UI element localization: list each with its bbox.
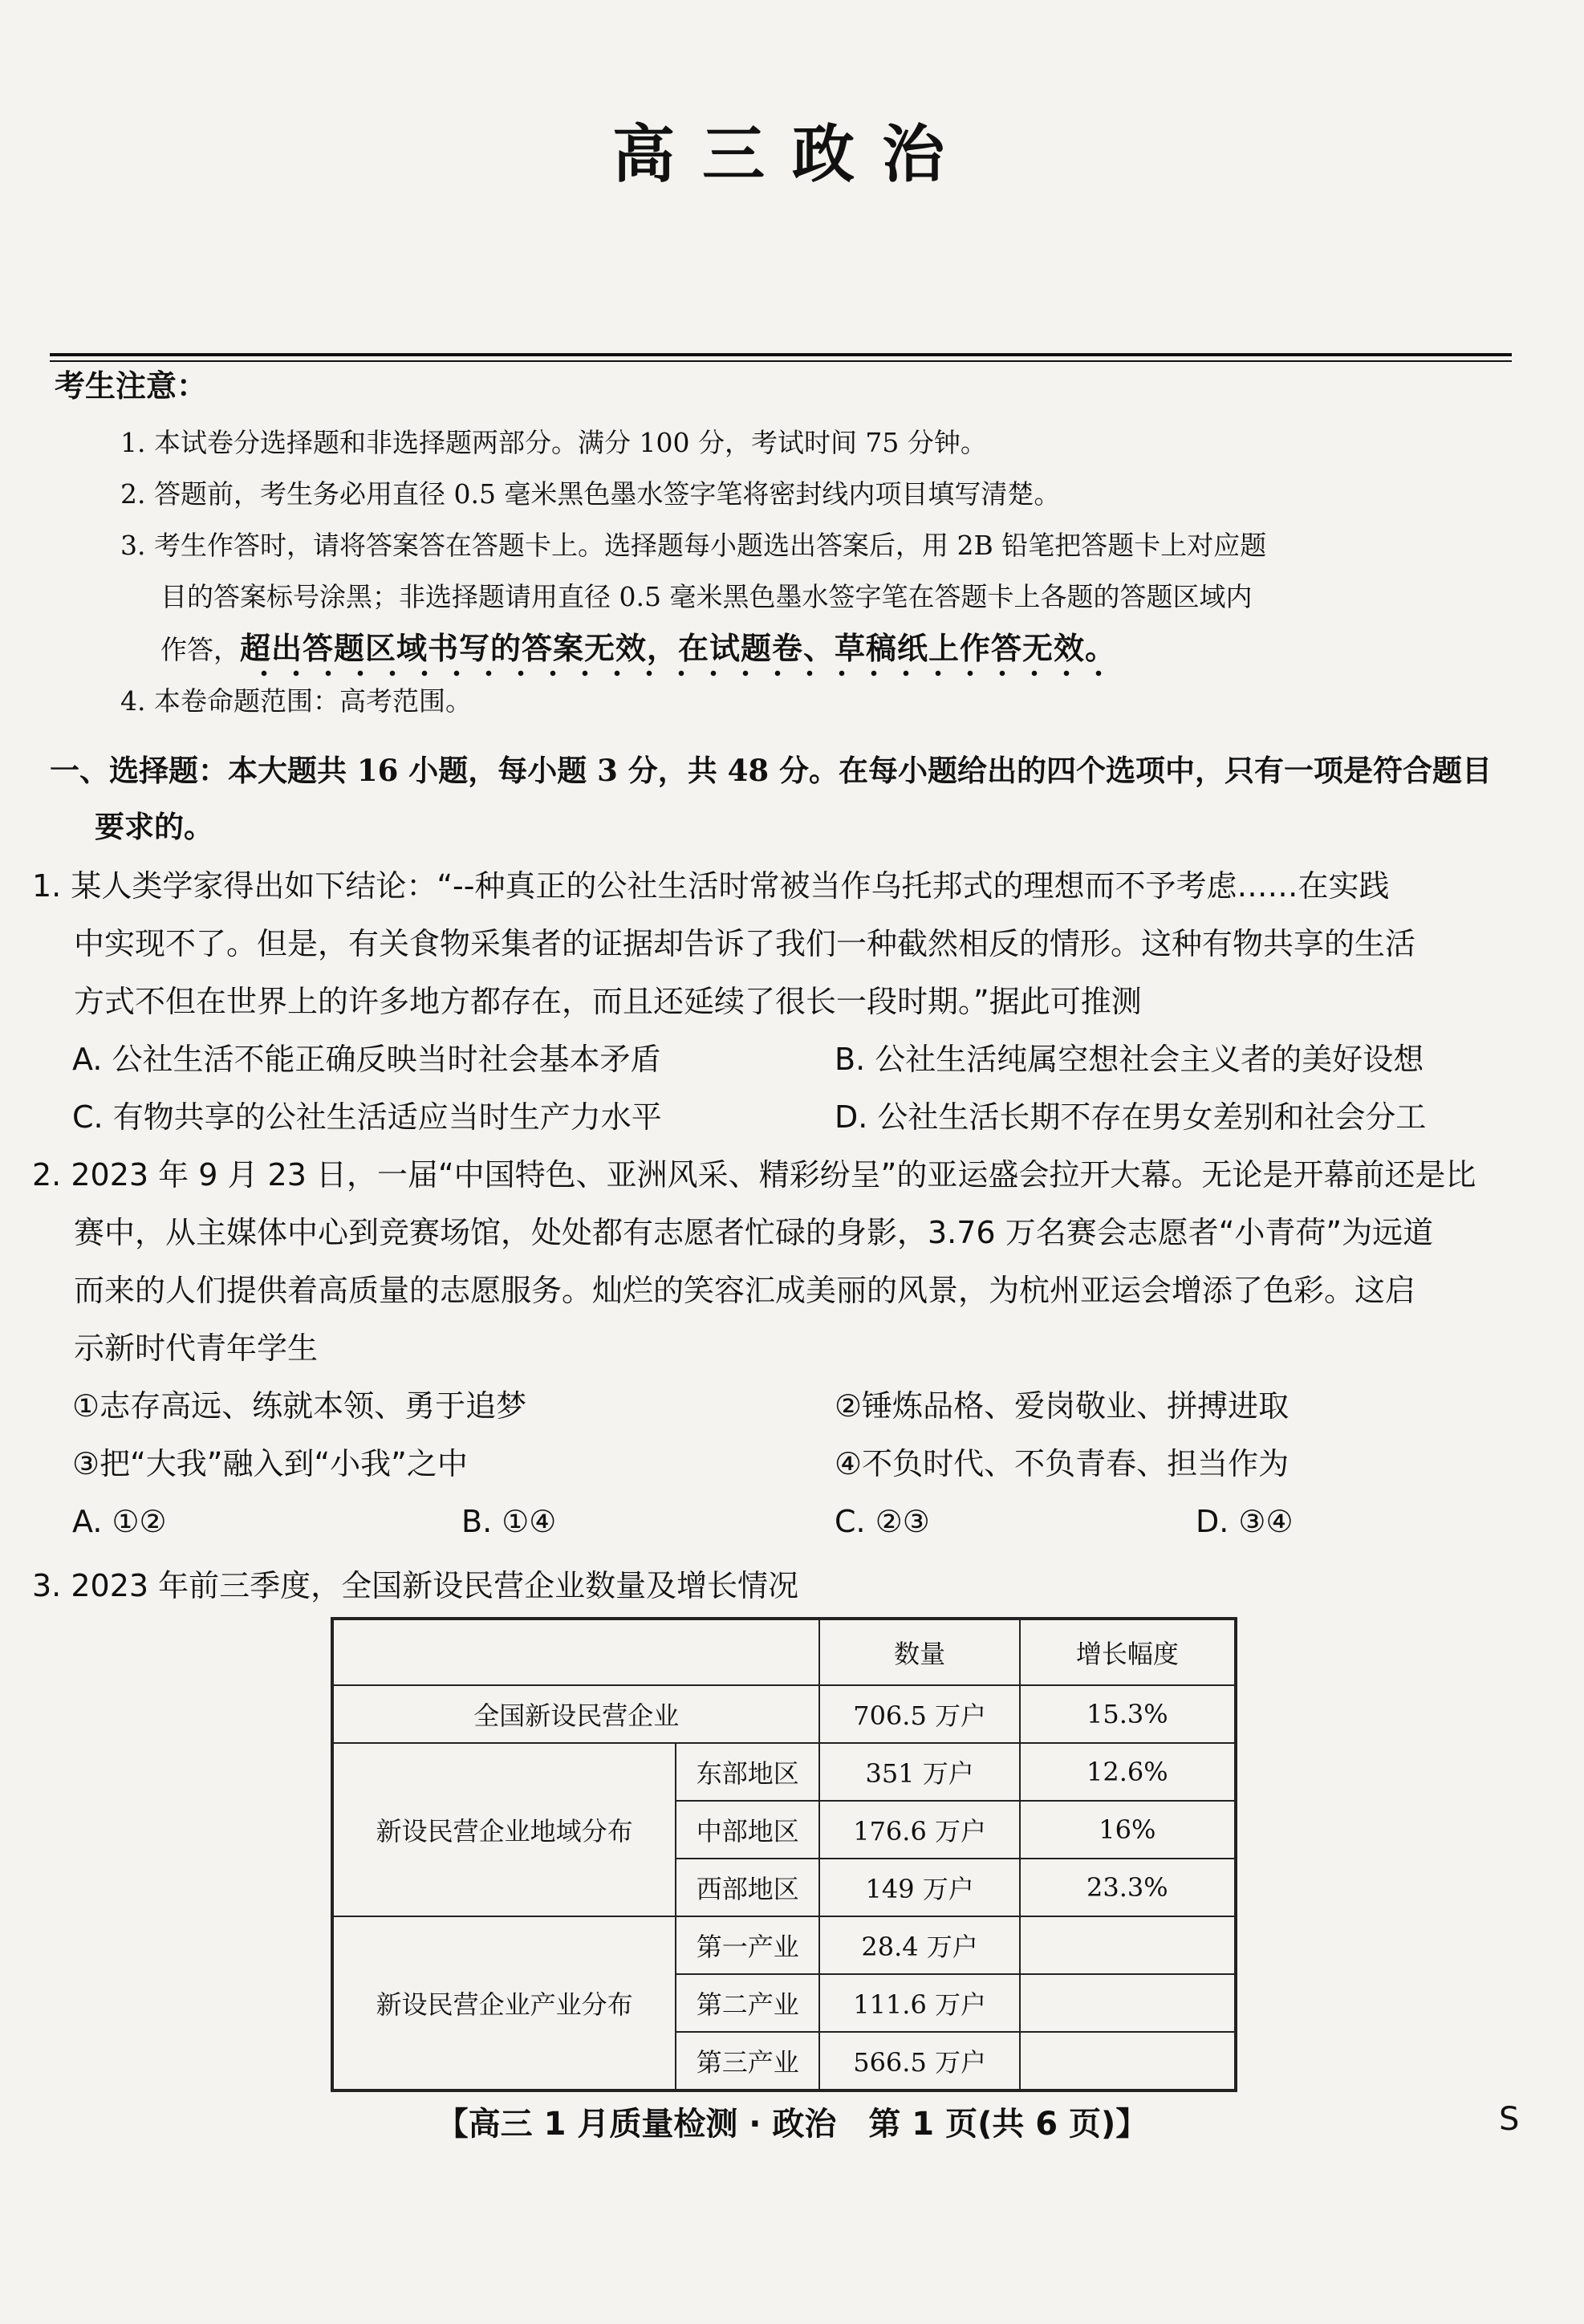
page-footer: 【高三 1 月质量检测 · 政治 第 1 页(共 6 页)】: [436, 2106, 1148, 2143]
enterprise-table: [331, 1617, 1237, 2092]
table-cell-name: 西部地区: [676, 1859, 819, 1916]
table-cell-count: 566.5 万户: [819, 2032, 1019, 2090]
question-1: [32, 857, 1517, 1146]
option-row: [32, 1030, 1517, 1088]
notice-item-continued: 目的答案标号涂黑；非选择题请用直径 0.5 毫米黑色墨水签字笔在答题卡上各题的答题区域内: [160, 581, 1253, 612]
table-header-growth: 增长幅度: [1020, 1619, 1236, 1685]
corner-mark: S: [1499, 2101, 1520, 2138]
question-stem-line: 中实现不了。但是，有关食物采集者的证据却告诉了我们一种截然相反的情形。这种有物共享的生活: [74, 926, 1416, 961]
table-cell-count: 706.5 万户: [819, 1685, 1019, 1743]
question-3: [32, 1557, 1517, 1615]
table-row: [332, 1685, 1236, 1743]
table-cell-name: 第三产业: [676, 2032, 819, 2090]
exam-title: 高三政治: [611, 118, 972, 191]
table-cell-count: 176.6 万户: [819, 1801, 1019, 1859]
table-header-blank: [332, 1619, 819, 1685]
emphasized-warning: 超出答题区域书写的答案无效，在试题卷、草稿纸上作答无效。: [240, 631, 1116, 677]
option-b: B. 公社生活纯属空想社会主义者的美好设想: [835, 1042, 1424, 1077]
table-cell-growth: [1020, 1974, 1236, 2032]
table-cell-name: 第二产业: [676, 1974, 819, 2032]
table-cell-count: 111.6 万户: [819, 1974, 1019, 2032]
question-stem-line: 3. 2023 年前三季度，全国新设民营企业数量及增长情况: [32, 1568, 799, 1603]
table-cell-growth: 23.3%: [1020, 1859, 1236, 1916]
table-cell-growth: 16%: [1020, 1801, 1236, 1859]
header-rule-thin: [50, 360, 1512, 362]
table-cell-growth: [1020, 1916, 1236, 1974]
option-b: B. ①④: [461, 1504, 557, 1539]
table-cell-count: 28.4 万户: [819, 1916, 1019, 1974]
table-cell-count: 351 万户: [819, 1743, 1019, 1801]
table-row: [332, 1743, 1236, 1801]
question-stem-line: 2. 2023 年 9 月 23 日，一届“中国特色、亚洲风采、精彩纷呈”的亚运盛会拉开大幕。无论是开幕前还是比: [32, 1157, 1476, 1192]
question-2: [32, 1146, 1517, 1550]
notice-item: 2. 答题前，考生务必用直径 0.5 毫米黑色墨水签字笔将密封线内项目填写清楚。: [120, 478, 1061, 510]
notice-heading: 考生注意：: [55, 368, 208, 404]
section-heading: [50, 742, 1518, 855]
header-rule: [50, 353, 1512, 356]
table-cell-growth: 12.6%: [1020, 1743, 1236, 1801]
statement-row: [32, 1377, 1517, 1435]
table-cell-growth: 15.3%: [1020, 1685, 1236, 1743]
table-group-label: 新设民营企业地域分布: [332, 1743, 676, 1916]
option-c: C. ②③: [835, 1504, 930, 1539]
option-row: [32, 1493, 1517, 1550]
question-stem-line: 1. 某人类学家得出如下结论：“--种真正的公社生活时常被当作乌托邦式的理想而不予考虑……在实践: [32, 868, 1390, 904]
notice-list: [120, 417, 1517, 727]
question-stem-line: 赛中，从主媒体中心到竞赛场馆，处处都有志愿者忙碌的身影，3.76 万名赛会志愿者“小青荷”为远道: [74, 1215, 1434, 1250]
section-heading-line: 一、选择题：本大题共 16 小题，每小题 3 分，共 48 分。在每小题给出的四个选项中，只有一项是符合题目: [50, 753, 1493, 788]
statement-4: ④不负时代、不负青春、担当作为: [835, 1446, 1290, 1481]
table-header-row: [332, 1619, 1236, 1685]
question-stem-line: 方式不但在世界上的许多地方都存在，而且还延续了很长一段时期。”据此可推测: [74, 984, 1142, 1019]
notice-item-continued: [120, 623, 1517, 676]
option-row: [32, 1088, 1517, 1146]
table-header-count: 数量: [819, 1619, 1019, 1685]
table-cell-name: 东部地区: [676, 1743, 819, 1801]
table-cell-name: 中部地区: [676, 1801, 819, 1859]
notice-text: 作答，: [160, 634, 240, 665]
statement-2: ②锤炼品格、爱岗敬业、拼搏进取: [835, 1388, 1290, 1424]
option-a: A. ①②: [72, 1504, 167, 1539]
notice-item: 4. 本卷命题范围：高考范围。: [120, 685, 472, 717]
statement-row: [32, 1435, 1517, 1493]
question-stem-line: 示新时代青年学生: [74, 1331, 319, 1366]
option-d: D. ③④: [1196, 1504, 1294, 1539]
question-stem-line: 而来的人们提供着高质量的志愿服务。灿烂的笑容汇成美丽的风景，为杭州亚运会增添了色彩。这启: [74, 1273, 1416, 1308]
option-d: D. 公社生活长期不存在男女差别和社会分工: [835, 1099, 1427, 1135]
table-group-label: 新设民营企业产业分布: [332, 1916, 676, 2090]
statement-1: ①志存高远、练就本领、勇于追梦: [72, 1388, 527, 1424]
section-heading-line: 要求的。: [95, 809, 213, 844]
table-total-label: 全国新设民营企业: [332, 1685, 819, 1743]
table-cell-growth: [1020, 2032, 1236, 2090]
option-a: A. 公社生活不能正确反映当时社会基本矛盾: [72, 1042, 661, 1077]
option-c: C. 有物共享的公社生活适应当时生产力水平: [72, 1099, 662, 1135]
notice-item: 1. 本试卷分选择题和非选择题两部分。满分 100 分，考试时间 75 分钟。: [120, 427, 987, 458]
table-row: [332, 1916, 1236, 1974]
statement-3: ③把“大我”融入到“小我”之中: [72, 1446, 468, 1481]
table-cell-name: 第一产业: [676, 1916, 819, 1974]
table-cell-count: 149 万户: [819, 1859, 1019, 1916]
notice-item: 3. 考生作答时，请将答案答在答题卡上。选择题每小题选出答案后，用 2B 铅笔把答题卡上对应题: [120, 530, 1267, 561]
